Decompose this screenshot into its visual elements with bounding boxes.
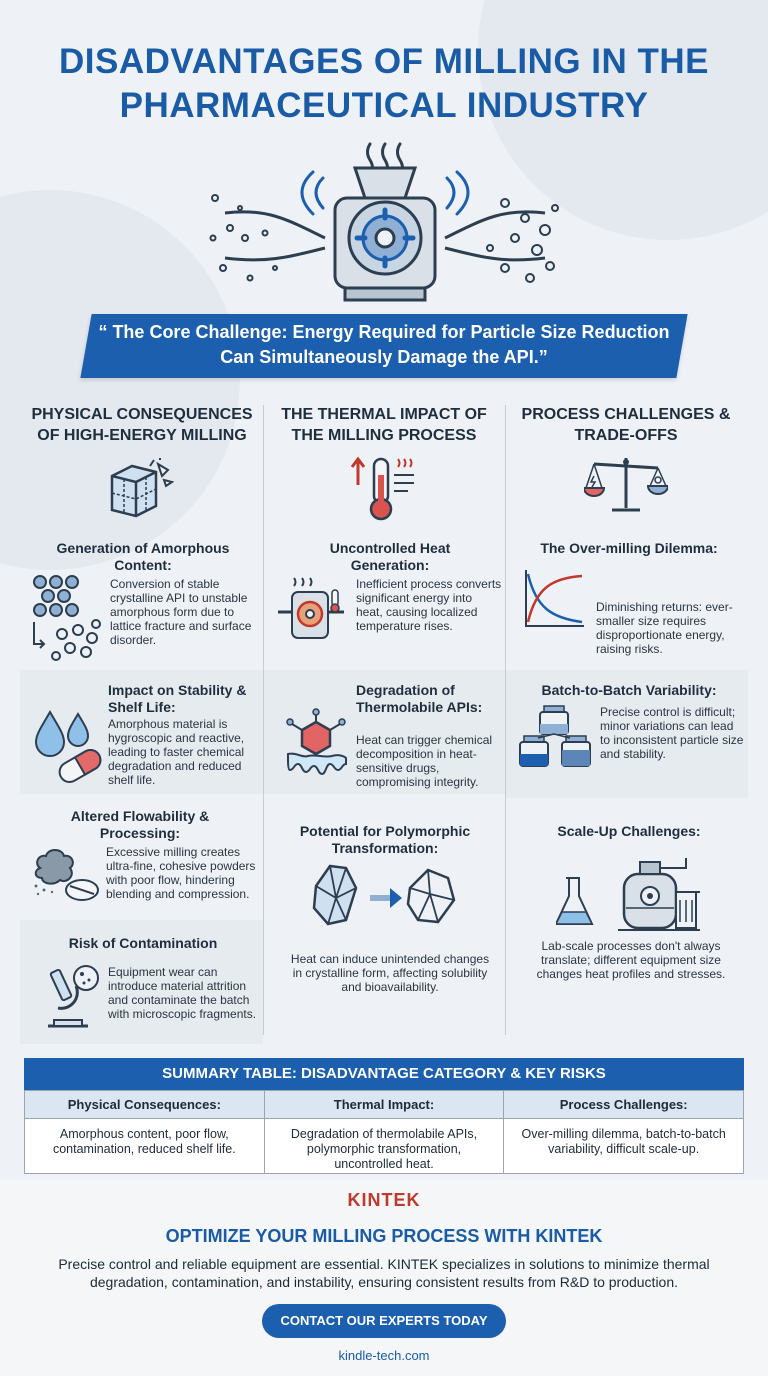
item-title: The Over-milling Dilemma: (540, 540, 718, 556)
summary-column-body: Over-milling dilemma, batch-to-batch variability, difficult scale-up. (521, 1127, 726, 1156)
page-title: DISADVANTAGES OF MILLING IN THE PHARMACEUTICAL INDUSTRY (58, 42, 710, 125)
melting-molecule-icon (278, 708, 354, 778)
crystal-lattice-icon (26, 572, 102, 662)
item-text: Equipment wear can introduce material attrition and contaminate the batch with microscopic fragments. (108, 965, 257, 1021)
website-link[interactable]: kindle-tech.com (338, 1348, 430, 1363)
balance-scale-icon (584, 452, 668, 516)
summary-table (24, 1090, 744, 1174)
item-text: Lab-scale processes don't always translate; different equipment size changes heat profiles and stresses. (536, 939, 726, 981)
summary-column-header: Process Challenges: (504, 1091, 743, 1119)
thermometer-icon (350, 455, 420, 525)
item-text: Inefficient process converts significant energy into heat, causing localized temperature rises. (356, 577, 502, 633)
item-title: Batch-to-Batch Variability: (541, 682, 717, 698)
cta-title: OPTIMIZE YOUR MILLING PROCESS WITH KINTEK (165, 1226, 603, 1246)
item-title: Potential for Polymorphic Transformation: (299, 823, 471, 856)
droplets-capsule-icon (32, 708, 108, 784)
column-heading: PHYSICAL CONSEQUENCES OF HIGH-ENERGY MILLING (31, 406, 253, 444)
summary-column-body: Amorphous content, poor flow, contamination, reduced shelf life. (52, 1127, 236, 1156)
item-text: Heat can induce unintended changes in crystalline form, affecting solubility and bioavailability. (290, 952, 490, 994)
item-title: Degradation of Thermolabile APIs: (356, 682, 483, 715)
item-text: Conversion of stable crystalline API to unstable amorphous form due to lattice fracture and surface disorder. (110, 577, 252, 647)
summary-column (265, 1091, 505, 1173)
curve-chart-icon (522, 568, 588, 630)
fractured-cube-icon (104, 458, 174, 520)
column-heading: PROCESS CHALLENGES & TRADE-OFFS (521, 406, 731, 444)
cta-text: Precise control and reliable equipment are essential. KINTEK specializes in solutions to minimize thermal degradation, contamination, and instability, ensuring consistent results from R&D to production. (58, 1256, 710, 1290)
item-text: Diminishing returns: ever-smaller size requires disproportionate energy, raising risks. (596, 600, 733, 656)
column-heading: THE THERMAL IMPACT OF THE MILLING PROCESS (281, 406, 487, 444)
summary-column (25, 1091, 265, 1173)
summary-column-header: Thermal Impact: (265, 1091, 504, 1119)
item-title: Altered Flowability & Processing: (70, 808, 210, 841)
jars-icon (518, 704, 594, 770)
flask-reactor-icon (556, 852, 700, 934)
summary-column-header: Physical Consequences: (25, 1091, 264, 1119)
item-title: Risk of Contamination (68, 935, 218, 951)
kintek-logo: KINTEK (347, 1190, 421, 1210)
microscope-icon (34, 962, 104, 1032)
item-text: Excessive milling creates ultra-fine, cohesive powders with poor flow, hindering blending and compression. (106, 845, 256, 901)
item-text: Amorphous material is hygroscopic and reactive, leading to faster chemical degradation and reduced shelf life. (108, 717, 245, 787)
powder-tablet-icon (30, 846, 100, 906)
item-title: Generation of Amorphous Content: (56, 540, 230, 573)
item-title: Scale-Up Challenges: (557, 823, 701, 839)
crystal-transform-icon (306, 858, 466, 938)
summary-table-title: SUMMARY TABLE: DISADVANTAGE CATEGORY & KEY RISKS (24, 1058, 744, 1090)
core-challenge-text: “ The Core Challenge: Energy Required for Particle Size Reduction Can Simultaneously Damage the API.” (98, 322, 670, 367)
item-text: Heat can trigger chemical decomposition in heat-sensitive drugs, compromising integrity. (356, 733, 493, 789)
hot-mill-icon (274, 574, 348, 648)
mill-machine-icon (205, 138, 563, 310)
summary-column-body: Degradation of thermolabile APIs, polymorphic transformation, uncontrolled heat. (290, 1127, 478, 1171)
item-title: Uncontrolled Heat Generation: (329, 540, 451, 573)
contact-experts-button[interactable]: CONTACT OUR EXPERTS TODAY (262, 1304, 506, 1338)
item-title: Impact on Stability & Shelf Life: (108, 682, 247, 715)
item-text: Precise control is difficult; minor variations can lead to inconsistent particle size and stability. (600, 705, 744, 761)
summary-column (504, 1091, 743, 1173)
